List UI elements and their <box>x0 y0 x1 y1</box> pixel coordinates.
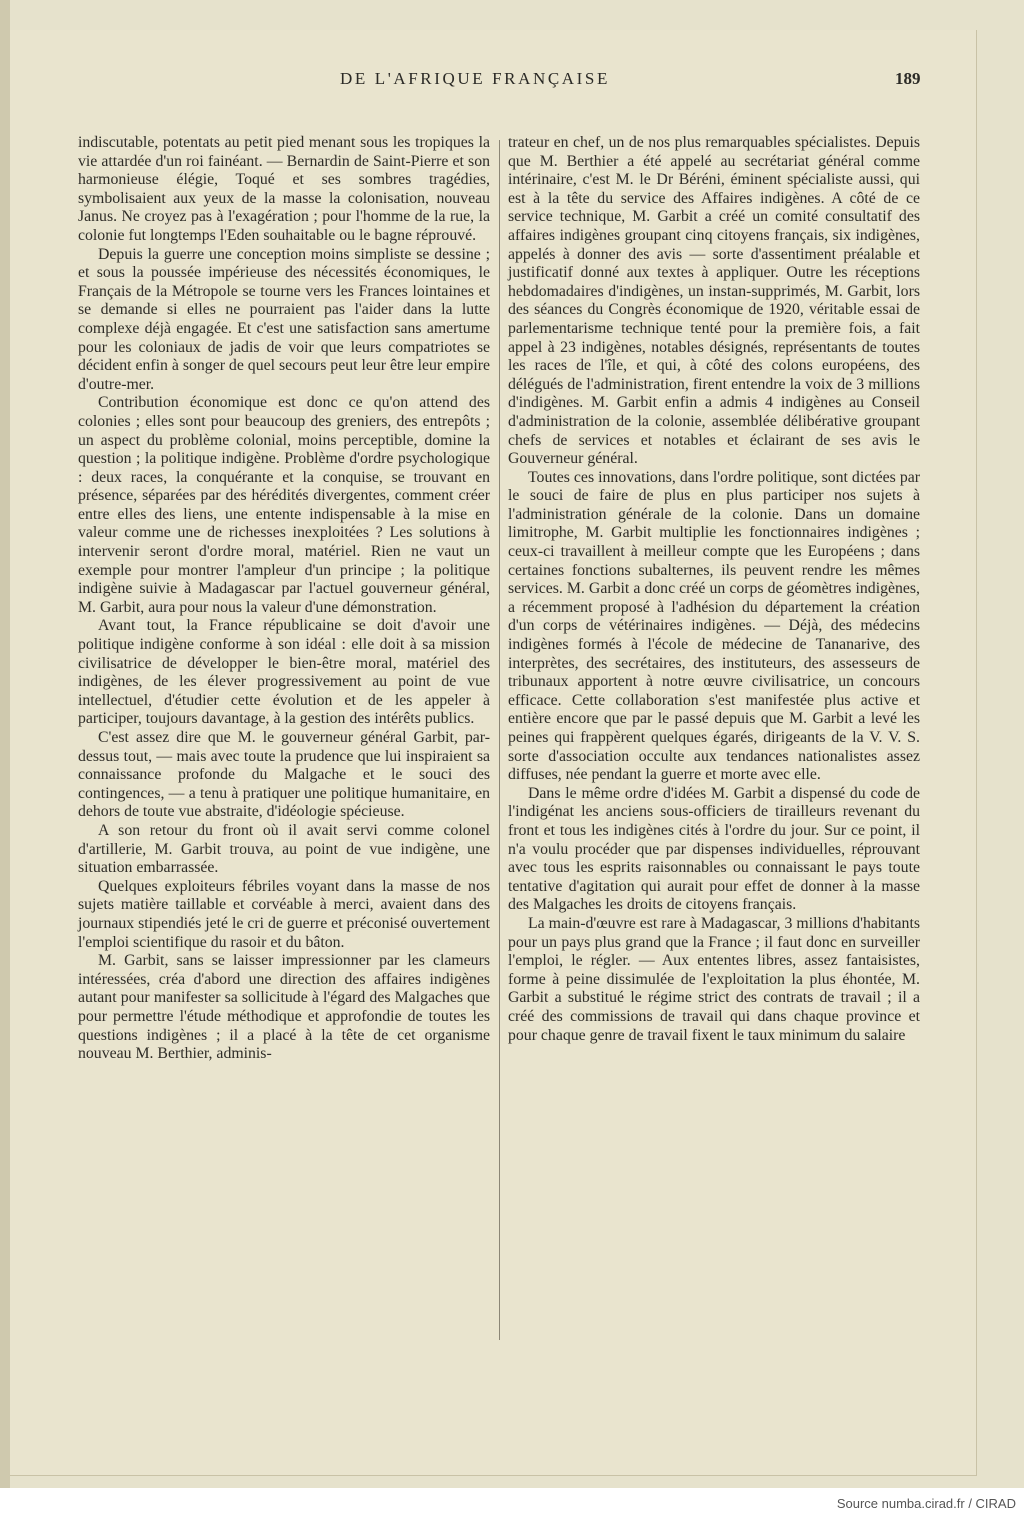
paragraph: Dans le même ordre d'idées M. Garbit a dispensé du code de l'indigénat les anciens sous-officiers de tirailleurs revenant du front et tous les indigènes cités à l'ordre du jour. Sur ce point, il n'a voulu procéder que par dispenses individuelles, réprouvant avec tous les esprits raisonnables ou connaissant le pays toute tentative d'agitation qui aurait pour effet de donner à la masse des Malgaches les droits de citoyens français. <box>508 784 920 914</box>
page-number: 189 <box>895 69 921 88</box>
paragraph: La main-d'œuvre est rare à Madagascar, 3 millions d'habitants pour un pays plus grand que la France ; il faut donc en surveiller l'emploi, le régler. — Aux ententes libres, assez fantaisistes, forme à peine dissimulée de l'exploitation la plus éhontée, M. Garbit a substitué le régime strict des contrats de travail ; il a créé des commissions de travail qui dans chaque province et pour chaque genre de travail fixent le taux minimum du salaire <box>508 914 920 1044</box>
text-column-left <box>78 134 490 1064</box>
paragraph: trateur en chef, un de nos plus remarquables spécialistes. Depuis que M. Berthier a été appelé au secrétariat général comme intérinaire, c'est M. le Dr Béréni, éminent spécialiste aussi, qui est à la tête du service des Affaires indigènes. A côté de ce service technique, M. Garbit a créé un comité consultatif des affaires indigènes groupant cinq citoyens français, six indigènes, appelés à donner des avis — sorte d'assentiment préalable et justificatif donné aux textes à appliquer. Outre les réceptions hebdomadaires d'indigènes, un instan-supprimés, M. Garbit, lors des séances du Congrès économique de 1920, véritable essai de parlementarisme technique tenté pour la première fois, a fait appel à 23 indigènes, notables désignés, représentants de toutes les races de l'île, et qui, à côté des colons européens, des délégués de l'administration, firent entendre la voix de 3 millions d'indigènes. M. Garbit enfin a admis 4 indigènes au Conseil d'administration de la colonie, assemblée délibérative groupant chefs de services et notables et éclairant de ses avis le Gouverneur général. <box>508 134 920 468</box>
paragraph: C'est assez dire que M. le gouverneur général Garbit, par-dessus tout, — mais avec toute la prudence que lui inspiraient sa connaissance profonde du Malgache et le souci des contingences, — a tenu à pratiquer une politique humanitaire, en dehors de toute vue abstraite, d'idéologie spécieuse. <box>78 729 490 821</box>
binding-edge <box>0 0 10 1488</box>
column-divider <box>499 140 500 1340</box>
paragraph: Toutes ces innovations, dans l'ordre politique, sont dictées par le souci de faire de plus en plus participer nos sujets à l'administration générale de la colonie. Dans un domaine limitrophe, M. Garbit multiplie les fonctionnaires indigènes ; ceux-ci travaillent à meilleur compte que les Européens ; dans certaines fonctions subalternes, ils peuvent rendre les mêmes services. M. Garbit a donc créé un corps de géomètres indigènes, a récemment proposé à l'adhésion du département la création d'un corps de vétérinaires indigènes. — Déjà, des médecins indigènes formés à l'école de médecine de Tananarive, des interprètes, des secrétaires, des instituteurs, des assesseurs de tribunaux apportent à notre œuvre civilisatrice, un concours efficace. Cette collaboration s'est manifestée plus active et entière encore que par le passé depuis que M. Garbit a levé les peines qui frappèrent quelques égarés, dirigeants de la V. V. S. sorte d'association occulte aux tendances nationalistes assez diffuses, née pendant la guerre et morte avec elle. <box>508 468 920 784</box>
header-title: DE L'AFRIQUE FRANÇAISE <box>340 69 610 88</box>
paragraph: Quelques exploiteurs fébriles voyant dans la masse de nos sujets matière taillable et corvéable à merci, avaient dans des journaux stipendiés jeté le cri de guerre et préconisé ouvertement l'emploi scientifique du rasoir et du bâton. <box>78 877 490 951</box>
paragraph: Avant tout, la France républicaine se doit d'avoir une politique indigène conforme à son idéal : elle doit à sa mission civilisatrice de développer le bien-être moral, matériel des indigènes, de les élever progressivement au point de vue intellectuel, d'étudier cette évolution et de les appeler à participer, toujours davantage, à la gestion des intérêts publics. <box>78 617 490 728</box>
paragraph: Contribution économique est donc ce qu'on attend des colonies ; elles sont pour beaucoup des greniers, des entrepôts ; un aspect du problème colonial, moins perceptible, domine la question ; la politique indigène. Problème d'ordre psychologique : deux races, la conquérante et la conquise, se trouvant en présence, séparées par des hérédités divergentes, comment créer entre elles des liens, une entente indispensable à la mise en valeur comme une de richesses inexploitées ? Les solutions à intervenir seront d'ordre moral, matériel. Rien ne vaut un exemple pour montrer l'ampleur d'un principe ; la politique indigène suivie à Madagascar par l'actuel gouverneur général, M. Garbit, aura pour nous la valeur d'une démonstration. <box>78 394 490 616</box>
paragraph: indiscutable, potentats au petit pied menant sous les tropiques la vie attardée d'un roi fainéant. — Bernardin de Saint-Pierre et son harmonieuse élégie, Toqué et ses sombres tragédies, symbolisaient aux yeux de la masse la colonisation, nouveau Janus. Ne croyez pas à l'exagération ; pour l'homme de la rue, la colonie fut longtemps l'Eden souhaitable ou le bagne réprouvé. <box>78 134 490 244</box>
paragraph: A son retour du front où il avait servi comme colonel d'artillerie, M. Garbit trouva, au point de vue indigène, une situation embarrassée. <box>78 821 490 877</box>
paragraph: Depuis la guerre une conception moins simpliste se dessine ; et sous la poussée impérieuse des nécessités économiques, le Français de la Métropole se tourne vers les Frances lointaines et se demande si elles ne pourraient pas l'aider dans la lutte complexe déjà engagée. Et c'est une satisfaction sans amertume pour les coloniaux de jadis de voir que leurs compatriotes se décident enfin à songer de quel secours peut leur être leur empire d'outre-mer. <box>78 245 490 393</box>
source-credit: Source numba.cirad.fr / CIRAD <box>836 1496 1016 1511</box>
paragraph: M. Garbit, sans se laisser impressionner par les clameurs intéressées, créa d'abord une direction des affaires indigènes autant pour manifester sa sollicitude à l'égard des Malgaches que pour permettre l'étude méthodique et approfondie de toutes les questions indigènes ; il a placé à la tête de cet organisme nouveau M. Berthier, adminis- <box>78 952 490 1063</box>
text-column-right <box>508 134 920 1045</box>
running-header <box>0 69 1024 93</box>
